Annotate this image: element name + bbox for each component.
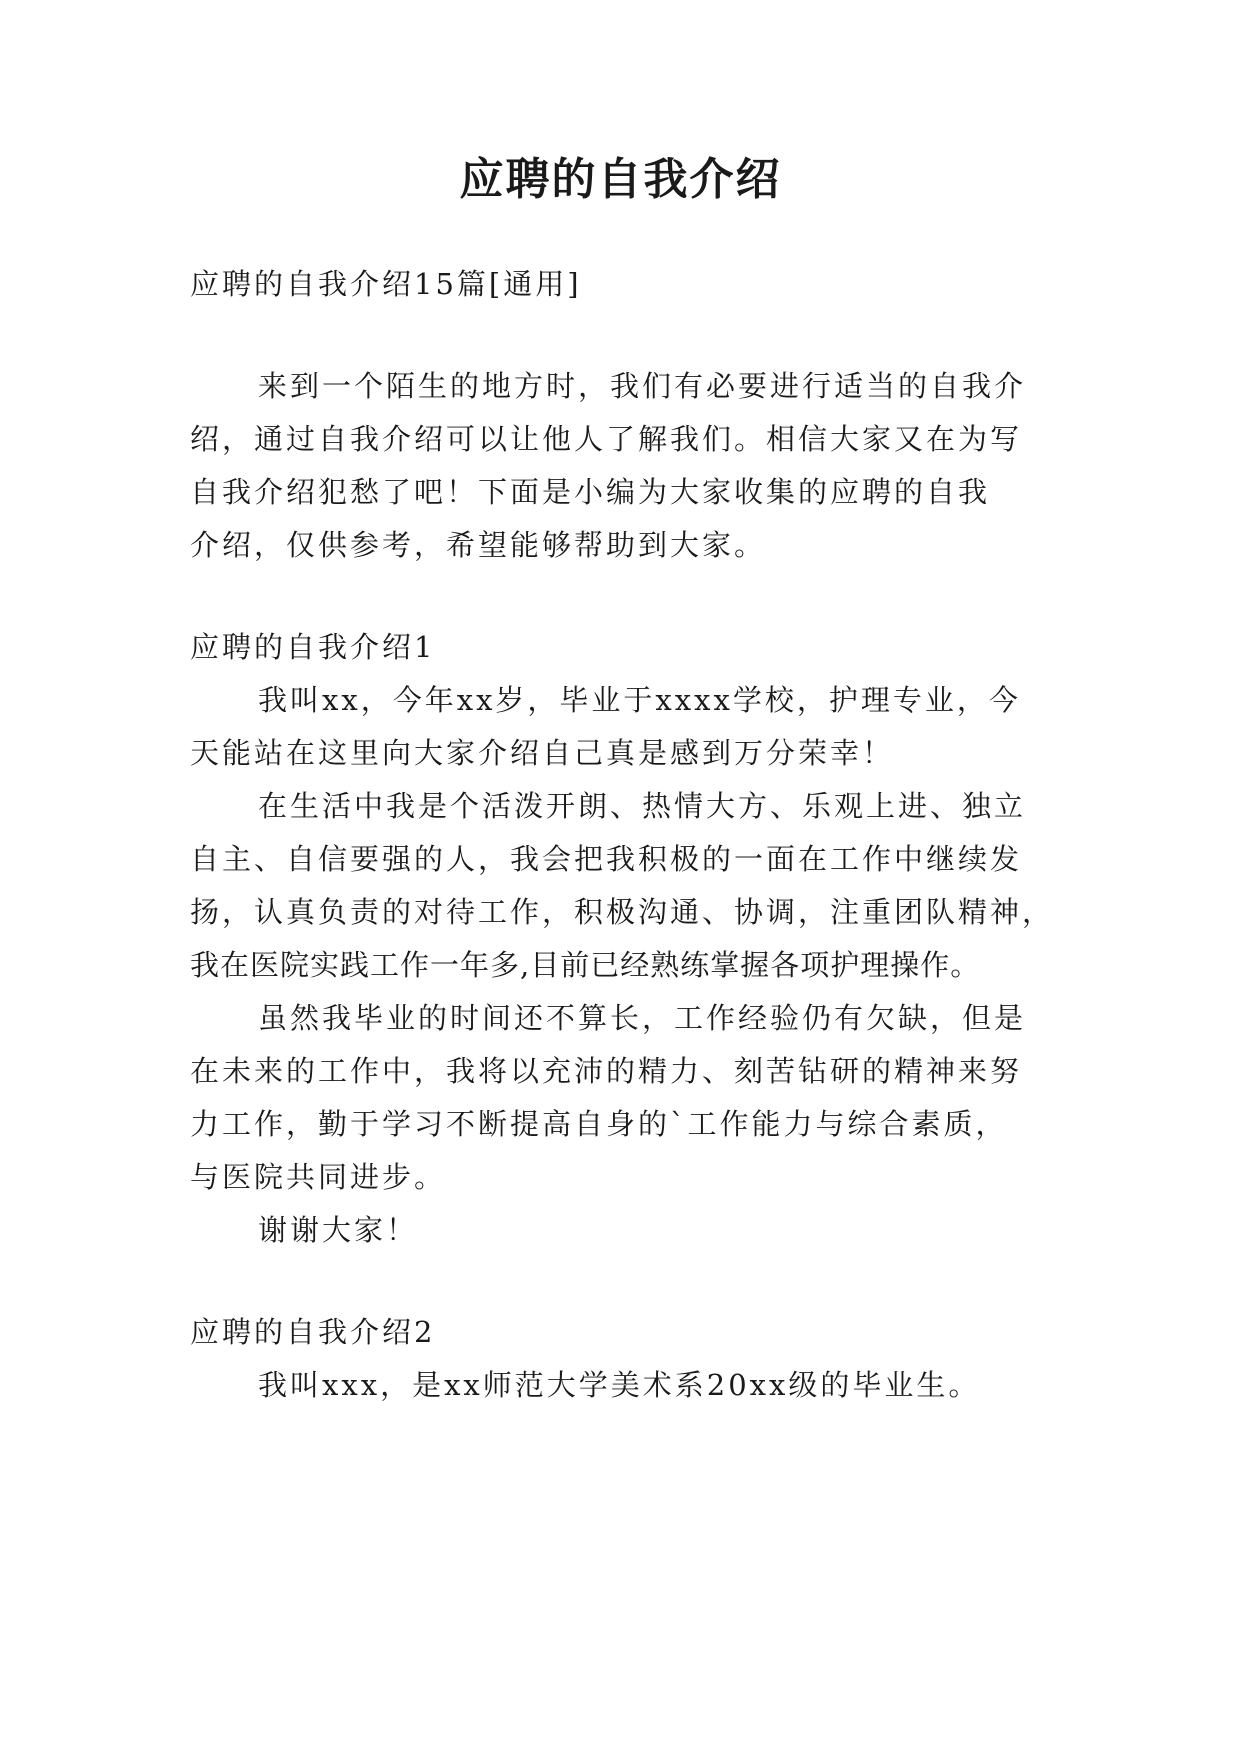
body-line: 我叫xxx，是xx师范大学美术系20xx级的毕业生。 [258,1368,981,1402]
body-line: 天能站在这里向大家介绍自己真是感到万分荣幸！ [190,736,895,770]
intro-line: 来到一个陌生的地方时，我们有必要进行适当的自我介 [258,369,1027,403]
intro-line: 自我介绍犯愁了吧！下面是小编为大家收集的应聘的自我 [190,475,991,509]
body-line: 谢谢大家！ [258,1213,419,1247]
body-line: 扬，认真负责的对待工作，积极沟通、协调，注重团队精神， [190,895,1055,929]
intro-line: 绍，通过自我介绍可以让他人了解我们。相信大家又在为写 [190,422,1023,456]
body-line: 虽然我毕业的时间还不算长，工作经验仍有欠缺，但是 [258,1001,1027,1035]
body-line: 在未来的工作中，我将以充沛的精力、刻苦钻研的精神来努 [190,1054,1023,1088]
body-line: 与医院共同进步。 [190,1160,447,1194]
body-line: 力工作，勤于学习不断提高自身的`工作能力与综合素质， [190,1107,1008,1141]
body-line: 我在医院实践工作一年多,目前已经熟练掌握各项护理操作。 [190,948,981,982]
intro-line: 介绍，仅供参考，希望能够帮助到大家。 [190,528,767,562]
document-title: 应聘的自我介绍 [459,154,782,205]
body-line: 自主、自信要强的人，我会把我积极的一面在工作中继续发 [190,842,1023,876]
section-heading: 应聘的自我介绍2 [190,1315,436,1349]
body-line: 在生活中我是个活泼开朗、热情大方、乐观上进、独立 [258,789,1027,823]
subtitle: 应聘的自我介绍15篇[通用] [190,267,582,301]
body-line: 我叫xx，今年xx岁，毕业于xxxx学校，护理专业，今 [258,683,1021,717]
section-heading: 应聘的自我介绍1 [190,630,436,664]
